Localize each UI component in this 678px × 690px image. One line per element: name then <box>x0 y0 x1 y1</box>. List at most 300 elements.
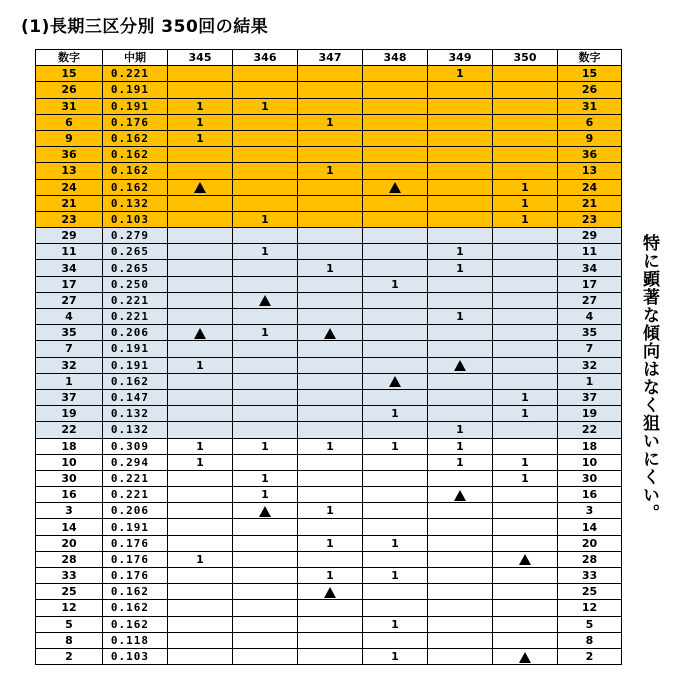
draw-cell <box>363 600 428 616</box>
draw-cell <box>298 276 363 292</box>
page-title: (1)長期三区分別 350回の結果 <box>21 17 269 37</box>
draw-cell <box>298 470 363 486</box>
draw-cell <box>363 228 428 244</box>
number-cell-right: 33 <box>558 568 622 584</box>
mid-term-cell: 0.221 <box>103 487 168 503</box>
draw-cell <box>168 519 233 535</box>
draw-cell: 1 <box>493 470 558 486</box>
draw-cell <box>168 389 233 405</box>
draw-cell <box>168 600 233 616</box>
draw-cell <box>493 438 558 454</box>
number-cell: 20 <box>36 535 103 551</box>
number-cell-right: 28 <box>558 551 622 567</box>
mid-term-cell: 0.221 <box>103 292 168 308</box>
draw-cell <box>363 98 428 114</box>
draw-cell <box>363 584 428 600</box>
draw-cell <box>298 422 363 438</box>
header-number: 数字 <box>36 50 103 66</box>
draw-cell <box>233 260 298 276</box>
draw-cell <box>168 163 233 179</box>
mid-term-cell: 0.191 <box>103 519 168 535</box>
draw-cell: 1 <box>168 357 233 373</box>
draw-cell <box>233 632 298 648</box>
number-cell: 32 <box>36 357 103 373</box>
draw-cell <box>493 600 558 616</box>
number-cell: 26 <box>36 82 103 98</box>
draw-cell: 1 <box>428 309 493 325</box>
draw-cell <box>428 600 493 616</box>
number-cell-right: 21 <box>558 195 622 211</box>
side-note: 特に顕著な傾向はなく狙いにくい。 <box>639 234 659 522</box>
triangle-icon <box>259 295 271 306</box>
draw-cell: 1 <box>233 211 298 227</box>
draw-cell <box>363 211 428 227</box>
draw-cell <box>428 195 493 211</box>
draw-cell <box>363 454 428 470</box>
number-cell: 16 <box>36 487 103 503</box>
table-row <box>36 406 622 422</box>
number-cell: 36 <box>36 147 103 163</box>
draw-cell <box>428 179 493 195</box>
draw-cell <box>168 616 233 632</box>
number-cell-right: 25 <box>558 584 622 600</box>
draw-cell <box>493 373 558 389</box>
draw-cell: 1 <box>233 438 298 454</box>
number-cell: 31 <box>36 98 103 114</box>
mid-term-cell: 0.265 <box>103 260 168 276</box>
draw-cell <box>428 82 493 98</box>
number-cell-right: 30 <box>558 470 622 486</box>
mid-term-cell: 0.250 <box>103 276 168 292</box>
draw-cell <box>298 179 363 195</box>
draw-cell <box>298 357 363 373</box>
draw-cell: 1 <box>493 195 558 211</box>
draw-cell <box>363 551 428 567</box>
draw-cell <box>428 341 493 357</box>
table-row <box>36 195 622 211</box>
draw-cell <box>428 211 493 227</box>
number-cell: 24 <box>36 179 103 195</box>
draw-cell: 1 <box>298 163 363 179</box>
number-cell: 3 <box>36 503 103 519</box>
draw-cell <box>233 341 298 357</box>
number-cell-right: 27 <box>558 292 622 308</box>
draw-cell <box>298 195 363 211</box>
draw-cell <box>493 228 558 244</box>
draw-cell <box>493 309 558 325</box>
table-row <box>36 114 622 130</box>
number-cell-right: 12 <box>558 600 622 616</box>
draw-cell <box>363 163 428 179</box>
table-row <box>36 357 622 373</box>
number-cell-right: 34 <box>558 260 622 276</box>
number-cell-right: 37 <box>558 389 622 405</box>
draw-cell <box>363 389 428 405</box>
draw-cell <box>493 551 558 567</box>
draw-cell <box>363 309 428 325</box>
draw-cell <box>298 292 363 308</box>
number-cell-right: 26 <box>558 82 622 98</box>
table-row <box>36 163 622 179</box>
draw-cell <box>233 292 298 308</box>
draw-cell: 1 <box>428 66 493 82</box>
draw-cell <box>493 584 558 600</box>
number-cell: 9 <box>36 130 103 146</box>
draw-cell <box>493 422 558 438</box>
draw-cell <box>168 568 233 584</box>
triangle-icon <box>454 490 466 501</box>
table-row <box>36 373 622 389</box>
draw-cell <box>363 82 428 98</box>
number-cell-right: 29 <box>558 228 622 244</box>
draw-cell: 1 <box>298 114 363 130</box>
draw-cell <box>493 648 558 664</box>
draw-cell <box>233 503 298 519</box>
mid-term-cell: 0.162 <box>103 147 168 163</box>
draw-cell <box>493 519 558 535</box>
triangle-icon <box>324 587 336 598</box>
table-row <box>36 470 622 486</box>
draw-cell <box>168 584 233 600</box>
draw-cell: 1 <box>428 244 493 260</box>
table-row <box>36 130 622 146</box>
draw-cell <box>493 163 558 179</box>
number-cell: 1 <box>36 373 103 389</box>
draw-cell: 1 <box>363 648 428 664</box>
draw-cell <box>233 130 298 146</box>
draw-cell <box>168 195 233 211</box>
number-cell: 23 <box>36 211 103 227</box>
draw-cell <box>493 341 558 357</box>
draw-cell <box>493 276 558 292</box>
number-cell-right: 20 <box>558 535 622 551</box>
mid-term-cell: 0.103 <box>103 648 168 664</box>
number-cell: 30 <box>36 470 103 486</box>
draw-cell <box>168 228 233 244</box>
number-cell: 27 <box>36 292 103 308</box>
table-row <box>36 551 622 567</box>
draw-cell <box>168 325 233 341</box>
draw-cell <box>428 519 493 535</box>
draw-cell <box>168 260 233 276</box>
draw-cell: 1 <box>493 389 558 405</box>
number-cell: 18 <box>36 438 103 454</box>
draw-cell: 1 <box>233 325 298 341</box>
mid-term-cell: 0.162 <box>103 616 168 632</box>
draw-cell <box>298 82 363 98</box>
table-row <box>36 568 622 584</box>
draw-cell <box>428 406 493 422</box>
draw-cell <box>363 179 428 195</box>
draw-cell <box>233 66 298 82</box>
mid-term-cell: 0.265 <box>103 244 168 260</box>
mid-term-cell: 0.191 <box>103 98 168 114</box>
draw-cell <box>233 648 298 664</box>
number-cell-right: 17 <box>558 276 622 292</box>
draw-cell <box>298 325 363 341</box>
number-cell-right: 10 <box>558 454 622 470</box>
draw-cell: 1 <box>298 503 363 519</box>
number-cell: 15 <box>36 66 103 82</box>
draw-cell <box>493 66 558 82</box>
draw-cell: 1 <box>493 179 558 195</box>
mid-term-cell: 0.176 <box>103 568 168 584</box>
header-draw-350: 350 <box>493 50 558 66</box>
number-cell: 2 <box>36 648 103 664</box>
draw-cell <box>233 163 298 179</box>
draw-cell <box>168 66 233 82</box>
draw-cell <box>493 114 558 130</box>
draw-cell <box>363 487 428 503</box>
draw-cell: 1 <box>363 276 428 292</box>
draw-cell <box>168 244 233 260</box>
number-cell-right: 23 <box>558 211 622 227</box>
draw-cell <box>428 616 493 632</box>
number-cell: 13 <box>36 163 103 179</box>
draw-cell <box>428 584 493 600</box>
draw-cell <box>233 179 298 195</box>
draw-cell <box>363 470 428 486</box>
table-header-row <box>36 50 622 66</box>
number-cell: 14 <box>36 519 103 535</box>
table-row <box>36 487 622 503</box>
number-cell: 7 <box>36 341 103 357</box>
number-cell-right: 36 <box>558 147 622 163</box>
number-cell: 37 <box>36 389 103 405</box>
table-row <box>36 616 622 632</box>
number-cell-right: 11 <box>558 244 622 260</box>
table-row <box>36 179 622 195</box>
draw-cell <box>298 584 363 600</box>
draw-cell: 1 <box>363 616 428 632</box>
draw-cell <box>493 535 558 551</box>
draw-cell <box>493 568 558 584</box>
draw-cell <box>428 632 493 648</box>
number-cell-right: 15 <box>558 66 622 82</box>
number-cell-right: 22 <box>558 422 622 438</box>
draw-cell <box>298 244 363 260</box>
draw-cell <box>298 130 363 146</box>
draw-cell <box>298 487 363 503</box>
table-row <box>36 228 622 244</box>
draw-cell <box>298 98 363 114</box>
table-row <box>36 535 622 551</box>
mid-term-cell: 0.118 <box>103 632 168 648</box>
draw-cell: 1 <box>493 454 558 470</box>
header-draw-345: 345 <box>168 50 233 66</box>
draw-cell <box>233 195 298 211</box>
number-cell: 6 <box>36 114 103 130</box>
draw-cell <box>428 114 493 130</box>
draw-cell: 1 <box>493 211 558 227</box>
draw-cell <box>493 82 558 98</box>
header-number-right: 数字 <box>558 50 622 66</box>
draw-cell <box>298 551 363 567</box>
draw-cell <box>298 228 363 244</box>
number-cell: 12 <box>36 600 103 616</box>
draw-cell: 1 <box>233 244 298 260</box>
mid-term-cell: 0.162 <box>103 373 168 389</box>
triangle-icon <box>389 182 401 193</box>
draw-cell <box>168 276 233 292</box>
draw-cell <box>298 147 363 163</box>
draw-cell <box>168 470 233 486</box>
draw-cell <box>428 228 493 244</box>
triangle-icon <box>389 376 401 387</box>
mid-term-cell: 0.191 <box>103 357 168 373</box>
number-cell-right: 3 <box>558 503 622 519</box>
draw-cell <box>363 422 428 438</box>
draw-cell <box>428 487 493 503</box>
draw-cell <box>298 519 363 535</box>
number-cell-right: 6 <box>558 114 622 130</box>
draw-cell <box>428 98 493 114</box>
draw-cell: 1 <box>298 535 363 551</box>
draw-cell <box>428 276 493 292</box>
number-cell-right: 7 <box>558 341 622 357</box>
number-cell-right: 5 <box>558 616 622 632</box>
mid-term-cell: 0.176 <box>103 551 168 567</box>
draw-cell <box>363 503 428 519</box>
draw-cell <box>363 373 428 389</box>
draw-cell <box>233 373 298 389</box>
draw-cell <box>428 325 493 341</box>
draw-cell <box>233 551 298 567</box>
number-cell: 33 <box>36 568 103 584</box>
header-draw-346: 346 <box>233 50 298 66</box>
draw-cell <box>428 551 493 567</box>
draw-cell <box>298 389 363 405</box>
draw-cell <box>233 422 298 438</box>
draw-cell <box>233 519 298 535</box>
draw-cell <box>168 422 233 438</box>
draw-cell: 1 <box>168 551 233 567</box>
draw-cell <box>233 147 298 163</box>
mid-term-cell: 0.221 <box>103 470 168 486</box>
number-cell: 22 <box>36 422 103 438</box>
draw-cell: 1 <box>168 130 233 146</box>
table-row <box>36 98 622 114</box>
number-cell: 35 <box>36 325 103 341</box>
draw-cell: 1 <box>363 438 428 454</box>
draw-cell: 1 <box>298 260 363 276</box>
draw-cell <box>298 309 363 325</box>
draw-cell <box>428 130 493 146</box>
draw-cell <box>233 389 298 405</box>
draw-cell <box>298 616 363 632</box>
draw-cell <box>233 82 298 98</box>
mid-term-cell: 0.162 <box>103 130 168 146</box>
number-cell-right: 2 <box>558 648 622 664</box>
table-row <box>36 341 622 357</box>
draw-cell: 1 <box>493 406 558 422</box>
draw-cell <box>233 535 298 551</box>
mid-term-cell: 0.176 <box>103 535 168 551</box>
draw-cell <box>233 357 298 373</box>
number-cell-right: 1 <box>558 373 622 389</box>
draw-cell <box>428 503 493 519</box>
draw-cell <box>363 341 428 357</box>
draw-cell <box>428 147 493 163</box>
number-cell: 28 <box>36 551 103 567</box>
draw-cell <box>363 114 428 130</box>
draw-cell <box>233 309 298 325</box>
number-cell-right: 18 <box>558 438 622 454</box>
draw-cell <box>233 454 298 470</box>
draw-cell <box>298 648 363 664</box>
draw-cell: 1 <box>428 438 493 454</box>
draw-cell <box>168 503 233 519</box>
draw-cell <box>298 211 363 227</box>
draw-cell <box>298 454 363 470</box>
draw-cell <box>493 632 558 648</box>
mid-term-cell: 0.103 <box>103 211 168 227</box>
mid-term-cell: 0.191 <box>103 341 168 357</box>
header-mid-term: 中期 <box>103 50 168 66</box>
draw-cell <box>233 406 298 422</box>
number-cell-right: 32 <box>558 357 622 373</box>
draw-cell <box>428 389 493 405</box>
table-row <box>36 503 622 519</box>
triangle-icon <box>194 328 206 339</box>
draw-cell <box>168 179 233 195</box>
mid-term-cell: 0.221 <box>103 309 168 325</box>
draw-cell <box>168 535 233 551</box>
number-cell: 8 <box>36 632 103 648</box>
triangle-icon <box>259 506 271 517</box>
draw-cell: 1 <box>298 438 363 454</box>
draw-cell <box>428 470 493 486</box>
draw-cell <box>168 82 233 98</box>
table-row <box>36 648 622 664</box>
table-row <box>36 292 622 308</box>
draw-cell <box>493 292 558 308</box>
number-cell-right: 9 <box>558 130 622 146</box>
draw-cell <box>428 373 493 389</box>
draw-cell <box>493 503 558 519</box>
draw-cell <box>493 325 558 341</box>
draw-cell <box>493 98 558 114</box>
number-cell: 34 <box>36 260 103 276</box>
table-row <box>36 276 622 292</box>
draw-cell <box>493 616 558 632</box>
draw-cell <box>233 584 298 600</box>
draw-cell <box>233 616 298 632</box>
draw-cell <box>168 211 233 227</box>
draw-cell <box>168 309 233 325</box>
draw-cell <box>363 244 428 260</box>
table-row <box>36 519 622 535</box>
draw-cell <box>363 325 428 341</box>
mid-term-cell: 0.162 <box>103 163 168 179</box>
mid-term-cell: 0.162 <box>103 600 168 616</box>
number-cell: 17 <box>36 276 103 292</box>
draw-cell <box>363 130 428 146</box>
draw-cell <box>168 373 233 389</box>
number-cell-right: 8 <box>558 632 622 648</box>
draw-cell <box>363 292 428 308</box>
draw-cell <box>363 195 428 211</box>
number-cell: 11 <box>36 244 103 260</box>
triangle-icon <box>194 182 206 193</box>
draw-cell: 1 <box>428 422 493 438</box>
draw-cell <box>493 130 558 146</box>
mid-term-cell: 0.206 <box>103 325 168 341</box>
header-draw-348: 348 <box>363 50 428 66</box>
number-cell-right: 24 <box>558 179 622 195</box>
table-row <box>36 325 622 341</box>
draw-cell <box>363 519 428 535</box>
